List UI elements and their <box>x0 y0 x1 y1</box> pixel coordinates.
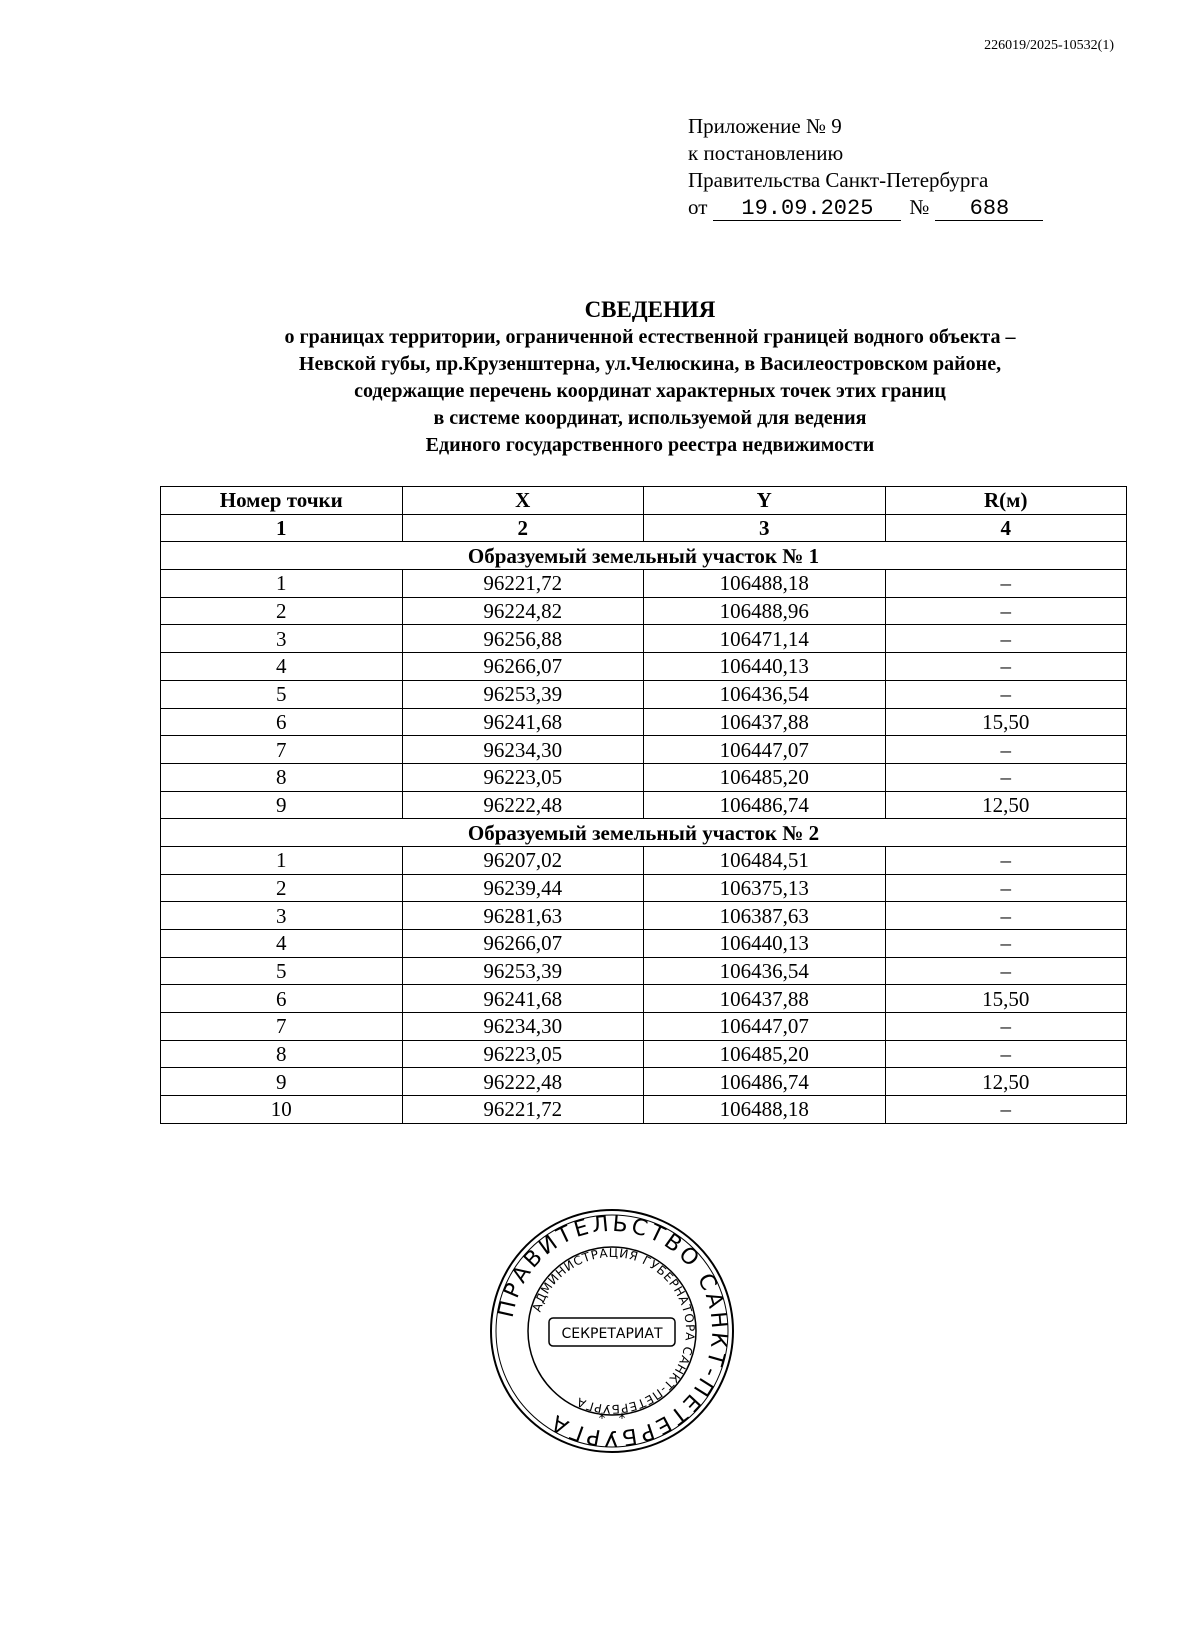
y-cell: 106436,54 <box>644 680 886 708</box>
x-cell: 96222,48 <box>402 791 644 819</box>
radius-cell: – <box>885 625 1127 653</box>
document-title <box>150 296 1150 459</box>
x-cell: 96207,02 <box>402 846 644 874</box>
column-number: 4 <box>885 514 1127 542</box>
x-cell: 96253,39 <box>402 957 644 985</box>
x-cell: 96221,72 <box>402 1096 644 1124</box>
table-body <box>161 542 1127 1123</box>
x-cell: 96253,39 <box>402 680 644 708</box>
section-row <box>161 819 1127 847</box>
coordinates-table <box>160 486 1127 1124</box>
radius-cell: 15,50 <box>885 985 1127 1013</box>
y-cell: 106447,07 <box>644 736 886 764</box>
y-cell: 106436,54 <box>644 957 886 985</box>
radius-cell: – <box>885 736 1127 764</box>
point-number-cell: 2 <box>161 597 403 625</box>
point-number-cell: 9 <box>161 791 403 819</box>
table-row <box>161 625 1127 653</box>
section-title: Образуемый земельный участок № 2 <box>161 819 1127 847</box>
y-cell: 106447,07 <box>644 1013 886 1041</box>
y-cell: 106440,13 <box>644 653 886 681</box>
x-cell: 96266,07 <box>402 930 644 958</box>
title-line: о границах территории, ограниченной естественной границей водного объекта – <box>284 326 1016 348</box>
table-row <box>161 597 1127 625</box>
point-number-cell: 8 <box>161 763 403 791</box>
y-cell: 106488,18 <box>644 570 886 598</box>
radius-cell: – <box>885 930 1127 958</box>
table-row <box>161 1040 1127 1068</box>
table-row <box>161 653 1127 681</box>
radius-cell: 12,50 <box>885 791 1127 819</box>
appendix-block <box>688 113 1043 221</box>
radius-cell: – <box>885 846 1127 874</box>
radius-cell: – <box>885 763 1127 791</box>
point-number-cell: 3 <box>161 625 403 653</box>
title-line: Невской губы, пр.Крузенштерна, ул.Челюскина, в Василеостровском районе, <box>298 353 1002 375</box>
table-header-row <box>161 487 1127 515</box>
x-cell: 96223,05 <box>402 1040 644 1068</box>
x-cell: 96221,72 <box>402 570 644 598</box>
table-row <box>161 874 1127 902</box>
point-number-cell: 8 <box>161 1040 403 1068</box>
table-row <box>161 570 1127 598</box>
point-number-cell: 7 <box>161 1013 403 1041</box>
point-number-cell: 5 <box>161 680 403 708</box>
seal-star-icon: * <box>598 1411 606 1427</box>
table-row <box>161 1096 1127 1124</box>
x-cell: 96234,30 <box>402 1013 644 1041</box>
radius-cell: 12,50 <box>885 1068 1127 1096</box>
table-row <box>161 957 1127 985</box>
appendix-line-3: Правительства Санкт-Петербурга <box>688 168 989 192</box>
y-cell: 106486,74 <box>644 1068 886 1096</box>
y-cell: 106488,96 <box>644 597 886 625</box>
seal-outer-text-path: ПРАВИТЕЛЬСТВО САНКТ-ПЕТЕРБУРГА <box>493 1211 732 1451</box>
x-cell: 96239,44 <box>402 874 644 902</box>
header-x: X <box>402 487 644 515</box>
radius-cell: – <box>885 597 1127 625</box>
radius-cell: 15,50 <box>885 708 1127 736</box>
point-number-cell: 10 <box>161 1096 403 1124</box>
point-number-cell: 7 <box>161 736 403 764</box>
x-cell: 96223,05 <box>402 763 644 791</box>
table-row <box>161 791 1127 819</box>
header-point-number: Номер точки <box>161 487 403 515</box>
section-row <box>161 542 1127 570</box>
seal-inner-text-path: АДМИНИСТРАЦИЯ ГУБЕРНАТОРА САНКТ-ПЕТЕРБУРГА <box>529 1245 698 1417</box>
number-label: № <box>909 195 930 219</box>
y-cell: 106484,51 <box>644 846 886 874</box>
appendix-line-2: к постановлению <box>688 141 844 165</box>
point-number-cell: 6 <box>161 708 403 736</box>
x-cell: 96241,68 <box>402 985 644 1013</box>
column-number: 1 <box>161 514 403 542</box>
table-row <box>161 763 1127 791</box>
table-row <box>161 708 1127 736</box>
appendix-line-1: Приложение № 9 <box>688 114 842 138</box>
radius-cell: – <box>885 957 1127 985</box>
section-title: Образуемый земельный участок № 1 <box>161 542 1127 570</box>
appendix-date-row <box>688 194 1043 221</box>
x-cell: 96234,30 <box>402 736 644 764</box>
header-y: Y <box>644 487 886 515</box>
x-cell: 96266,07 <box>402 653 644 681</box>
secretariat-seal <box>489 1208 735 1454</box>
title-heading: СВЕДЕНИЯ <box>584 297 716 322</box>
from-label: от <box>688 195 708 219</box>
column-number-row <box>161 514 1127 542</box>
radius-cell: – <box>885 1013 1127 1041</box>
title-line: в системе координат, используемой для ведения <box>433 407 867 429</box>
table-row <box>161 736 1127 764</box>
y-cell: 106387,63 <box>644 902 886 930</box>
point-number-cell: 6 <box>161 985 403 1013</box>
column-number: 3 <box>644 514 886 542</box>
x-cell: 96222,48 <box>402 1068 644 1096</box>
y-cell: 106485,20 <box>644 763 886 791</box>
radius-cell: – <box>885 1040 1127 1068</box>
y-cell: 106471,14 <box>644 625 886 653</box>
seal-star-icon: * <box>618 1411 626 1427</box>
x-cell: 96224,82 <box>402 597 644 625</box>
table-row <box>161 680 1127 708</box>
point-number-cell: 2 <box>161 874 403 902</box>
x-cell: 96241,68 <box>402 708 644 736</box>
table-row <box>161 1068 1127 1096</box>
radius-cell: – <box>885 902 1127 930</box>
radius-cell: – <box>885 570 1127 598</box>
y-cell: 106437,88 <box>644 985 886 1013</box>
y-cell: 106437,88 <box>644 708 886 736</box>
table-row <box>161 846 1127 874</box>
point-number-cell: 1 <box>161 846 403 874</box>
y-cell: 106486,74 <box>644 791 886 819</box>
radius-cell: – <box>885 653 1127 681</box>
table-row <box>161 985 1127 1013</box>
x-cell: 96256,88 <box>402 625 644 653</box>
header-radius: R(м) <box>885 487 1127 515</box>
point-number-cell: 4 <box>161 653 403 681</box>
point-number-cell: 9 <box>161 1068 403 1096</box>
resolution-number: 688 <box>935 198 1043 221</box>
resolution-date: 19.09.2025 <box>713 198 901 221</box>
table-row <box>161 902 1127 930</box>
point-number-cell: 1 <box>161 570 403 598</box>
seal-center-text: СЕКРЕТАРИАТ <box>561 1326 663 1342</box>
document-registration-number: 226019/2025-10532(1) <box>984 38 1114 53</box>
title-line: Единого государственного реестра недвижимости <box>425 434 875 456</box>
y-cell: 106440,13 <box>644 930 886 958</box>
x-cell: 96281,63 <box>402 902 644 930</box>
radius-cell: – <box>885 680 1127 708</box>
title-line: содержащие перечень координат характерных точек этих границ <box>354 380 946 402</box>
radius-cell: – <box>885 1096 1127 1124</box>
radius-cell: – <box>885 874 1127 902</box>
y-cell: 106485,20 <box>644 1040 886 1068</box>
table-row <box>161 1013 1127 1041</box>
table-row <box>161 930 1127 958</box>
y-cell: 106488,18 <box>644 1096 886 1124</box>
column-number: 2 <box>402 514 644 542</box>
y-cell: 106375,13 <box>644 874 886 902</box>
point-number-cell: 5 <box>161 957 403 985</box>
point-number-cell: 4 <box>161 930 403 958</box>
point-number-cell: 3 <box>161 902 403 930</box>
